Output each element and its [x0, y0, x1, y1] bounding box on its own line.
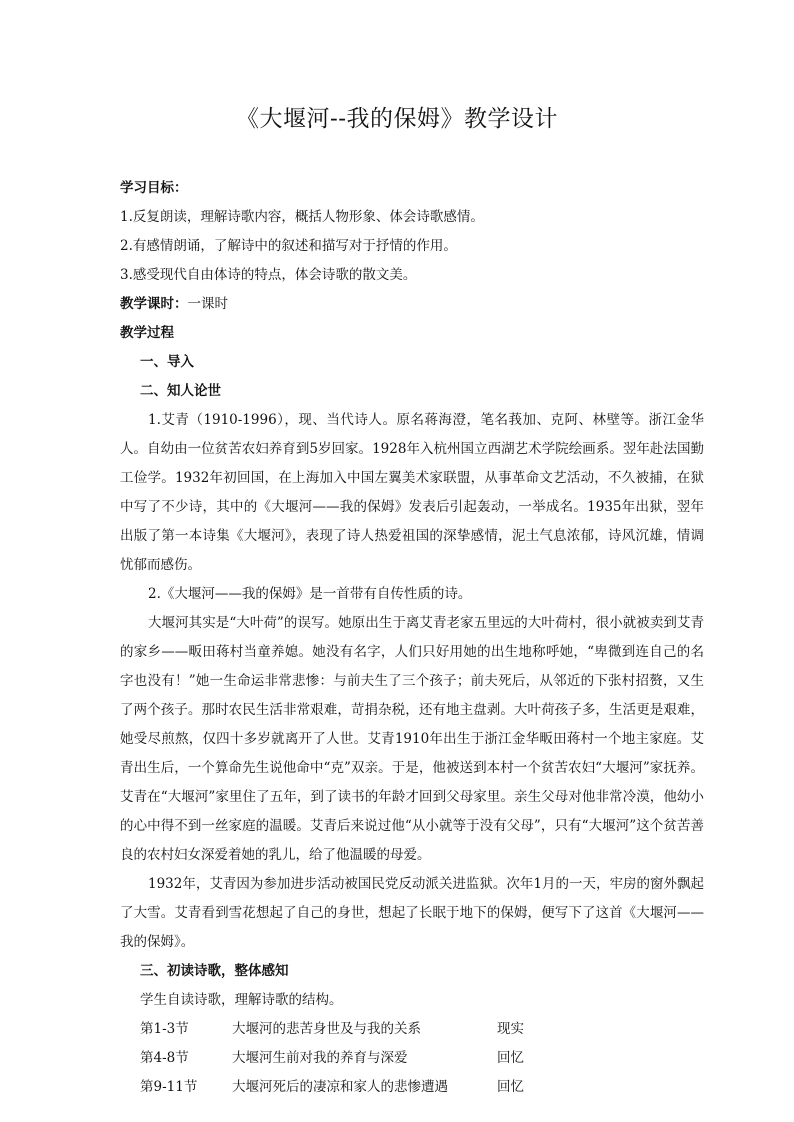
structure-desc: 大堰河的悲苦身世及与我的关系: [232, 1021, 421, 1037]
structure-desc: 大堰河生前对我的养育与深爱: [232, 1050, 408, 1066]
goal-item: 2.有感情朗诵，了解诗中的叙述和描写对于抒情的作用。: [120, 238, 457, 254]
goals-heading: 学习目标：: [120, 180, 188, 196]
goal-item: 3.感受现代自由体诗的特点，体会诗歌的散文美。: [120, 267, 417, 283]
period-label: 教学课时：: [120, 296, 188, 312]
structure-section: 第1-3节: [140, 1021, 189, 1037]
writing-context-paragraph: 1932年，艾青因为参加进步活动被国民党反动派关进监狱。次年1月的一天，牢房的窗外飘起了大雪。艾青看到雪花想起了自己的身世，想起了长眠于地下的保姆，便写下了这首《大堰河——我的保姆》。: [120, 876, 704, 950]
poem-intro-paragraph: 2.《大堰河——我的保姆》是一首带有自传性质的诗。: [148, 586, 472, 602]
section-heading-intro: 一、导入: [140, 354, 194, 370]
structure-desc: 大堰河死后的凄凉和家人的悲惨遭遇: [232, 1079, 448, 1095]
structure-section: 第9-11节: [140, 1079, 198, 1095]
structure-row: [120, 1073, 704, 1102]
document-title: 《大堰河--我的保姆》教学设计: [235, 106, 559, 132]
goal-item: 1.反复朗读，理解诗歌内容，概括人物形象、体会诗歌感情。: [120, 209, 484, 225]
structure-row: [120, 1044, 704, 1073]
reading-instruction: 学生自读诗歌，理解诗歌的结构。: [140, 992, 343, 1008]
section-heading-background: 二、知人论世: [140, 383, 221, 399]
teaching-period: [120, 290, 704, 319]
structure-type: 回忆: [497, 1050, 524, 1066]
structure-row: [120, 1015, 704, 1044]
author-bio-paragraph: 1.艾青（1910-1996），现、当代诗人。原名蒋海澄，笔名莪加、克阿、林壁等。浙江金华人。自幼由一位贫苦农妇养育到5岁回家。1928年入杭州国立西湖艺术学院绘画系。翌年赴法国勤工俭学。1932年初回国，在上海加入中国左翼美术家联盟，从事革命文艺活动，不久被捕，在狱中写了不少诗，其中的《大堰河——我的保姆》发表后引起轰动，一举成名。1935年出狱，翌年出版了第一本诗集《大堰河》，表现了诗人热爱祖国的深挚感情，泥土气息浓郁，诗风沉雄，情调忧郁而感伤。: [120, 412, 704, 573]
document-body: [120, 174, 704, 1102]
structure-type: 回忆: [497, 1079, 524, 1095]
dayanhe-story-paragraph: 大堰河其实是“大叶荷”的误写。她原出生于离艾青老家五里远的大叶荷村，很小就被卖到艾青的家乡——畈田蒋村当童养媳。她没有名字，人们只好用她的出生地称呼她，“卑微到连自己的名字也没有！”她一生命运非常悲惨：与前夫生了三个孩子；前夫死后，从邻近的下张村招赘，又生了两个孩子。那时农民生活非常艰难，苛捐杂税，还有地主盘剥。大叶荷孩子多，生活更是艰难，她受尽煎熬，仅四十多岁就离开了人世。艾青1910年出生于浙江金华畈田蒋村一个地主家庭。艾青出生后，一个算命先生说他命中“克”双亲。于是，他被送到本村一个贫苦农妇“大堰河”家抚养。艾青在“大堰河”家里住了五年，到了读书的年龄才回到父母家里。亲生父母对他非常冷漠，他幼小的心中得不到一丝家庭的温暖。艾青后来说过他“从小就等于没有父母”，只有“大堰河”这个贫苦善良的农村妇女深爱着她的乳儿，给了他温暖的母爱。: [120, 615, 704, 863]
structure-section: 第4-8节: [140, 1050, 189, 1066]
period-value: 一课时: [187, 296, 228, 312]
process-heading: 教学过程: [120, 325, 174, 341]
structure-type: 现实: [497, 1021, 524, 1037]
section-heading-first-reading: 三、初读诗歌，整体感知: [140, 963, 289, 979]
